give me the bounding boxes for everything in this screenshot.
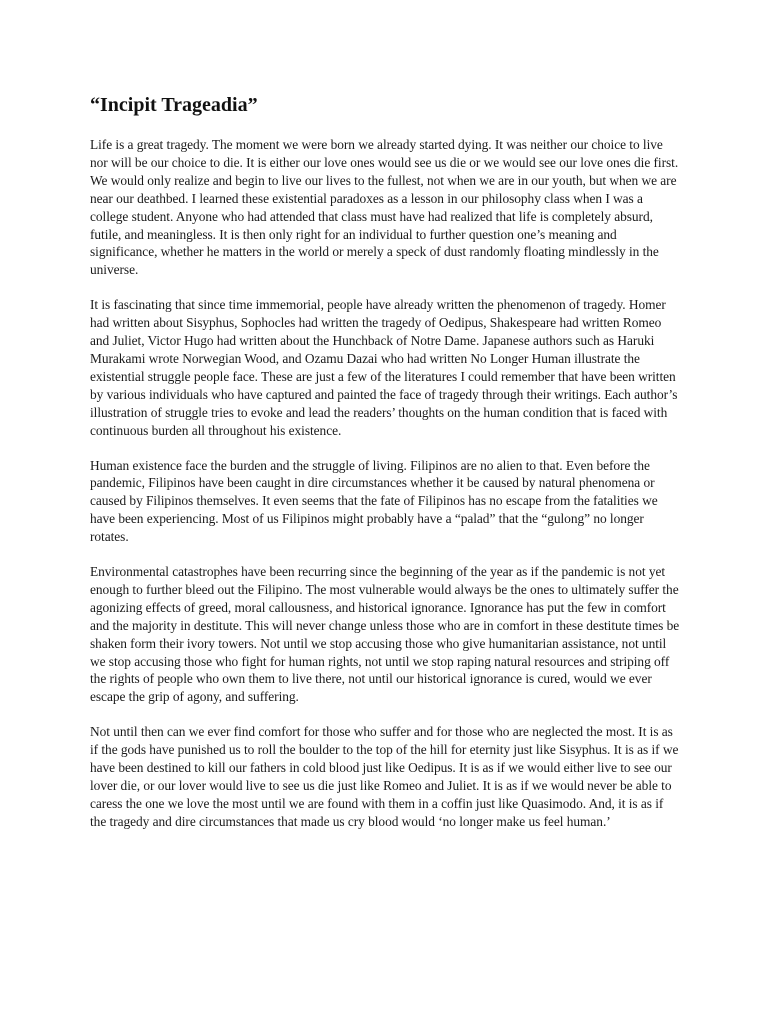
document-title: “Incipit Trageadia” [90, 94, 258, 116]
paragraph-2: It is fascinating that since time immemorial, people have already written the phenomenon of tragedy. Homer had written about Sisyphus, Sophocles had written the tragedy of Oedipus, Shakespeare had written Romeo and Juliet, Victor Hugo had written about the Hunchback of Notre Dame. Japanese authors such as Haruki Murakami wrote Norwegian Wood, and Ozamu Dazai who had written No Longer Human illustrate the existential struggle people face. These are just a few of the literatures I could remember that have been written by various individuals who have captured and painted the face of tragedy through their writings. Each author’s illustration of struggle tries to evoke and lead the readers’ thoughts on the human condition that is faced with continuous burden all throughout his existence. [90, 297, 678, 438]
paragraph-5: Not until then can we ever find comfort for those who suffer and for those who are neglected the most. It is as if the gods have punished us to roll the boulder to the top of the hill for eternity just like Sisyphus. It is as if we have been destined to kill our fathers in cold blood just like Oedipus. It is as if we would either live to see our lover die, or our lover would live to see us die just like Romeo and Juliet. It is as if we would never be able to caress the one we love the most until we are found with them in a coffin just like Quasimodo. And, it is as if the tragedy and dire circumstances that made us cry blood would ‘no longer make us feel human.’ [90, 724, 679, 829]
document-body [90, 92, 682, 848]
paragraph-1: Life is a great tragedy. The moment we were born we already started dying. It was neither our choice to live nor will be our choice to die. It is either our love ones would see us die or we would see our love ones die first. We would only realize and begin to live our lives to the fullest, not when we are in our youth, but when we are near our deathbed. I learned these existential paradoxes as a lesson in our philosophy class when I was a college student. Anyone who had attended that class must have had realized that life is completely absurd, futile, and meaningless. It is then only right for an individual to further question one’s meaning and significance, whether he matters in the world or merely a speck of dust randomly floating mindlessly in the universe. [90, 137, 679, 278]
paragraph-4: Environmental catastrophes have been recurring since the beginning of the year as if the pandemic is not yet enough to further bleed out the Filipino. The most vulnerable would always be the ones to ultimately suffer the agonizing effects of greed, moral callousness, and historical ignorance. Ignorance has put the few in comfort and the majority in destitute. This will never change unless those who are in comfort in these destitute times be shaken form their ivory towers. Not until we stop accusing those who give humanitarian assistance, not until we stop accusing those who fight for human rights, not until we stop raping natural resources and striping off the rights of people who own them to live there, not until our historical ignorance is cured, would we ever escape the grip of agony, and suffering. [90, 564, 680, 705]
paragraph-3: Human existence face the burden and the struggle of living. Filipinos are no alien to that. Even before the pandemic, Filipinos have been caught in dire circumstances whether it be caused by natural phenomena or caused by Filipinos themselves. It even seems that the fate of Filipinos has no escape from the fatalities we have been experiencing. Most of us Filipinos might probably have a “palad” that the “gulong” no longer rotates. [90, 457, 658, 545]
